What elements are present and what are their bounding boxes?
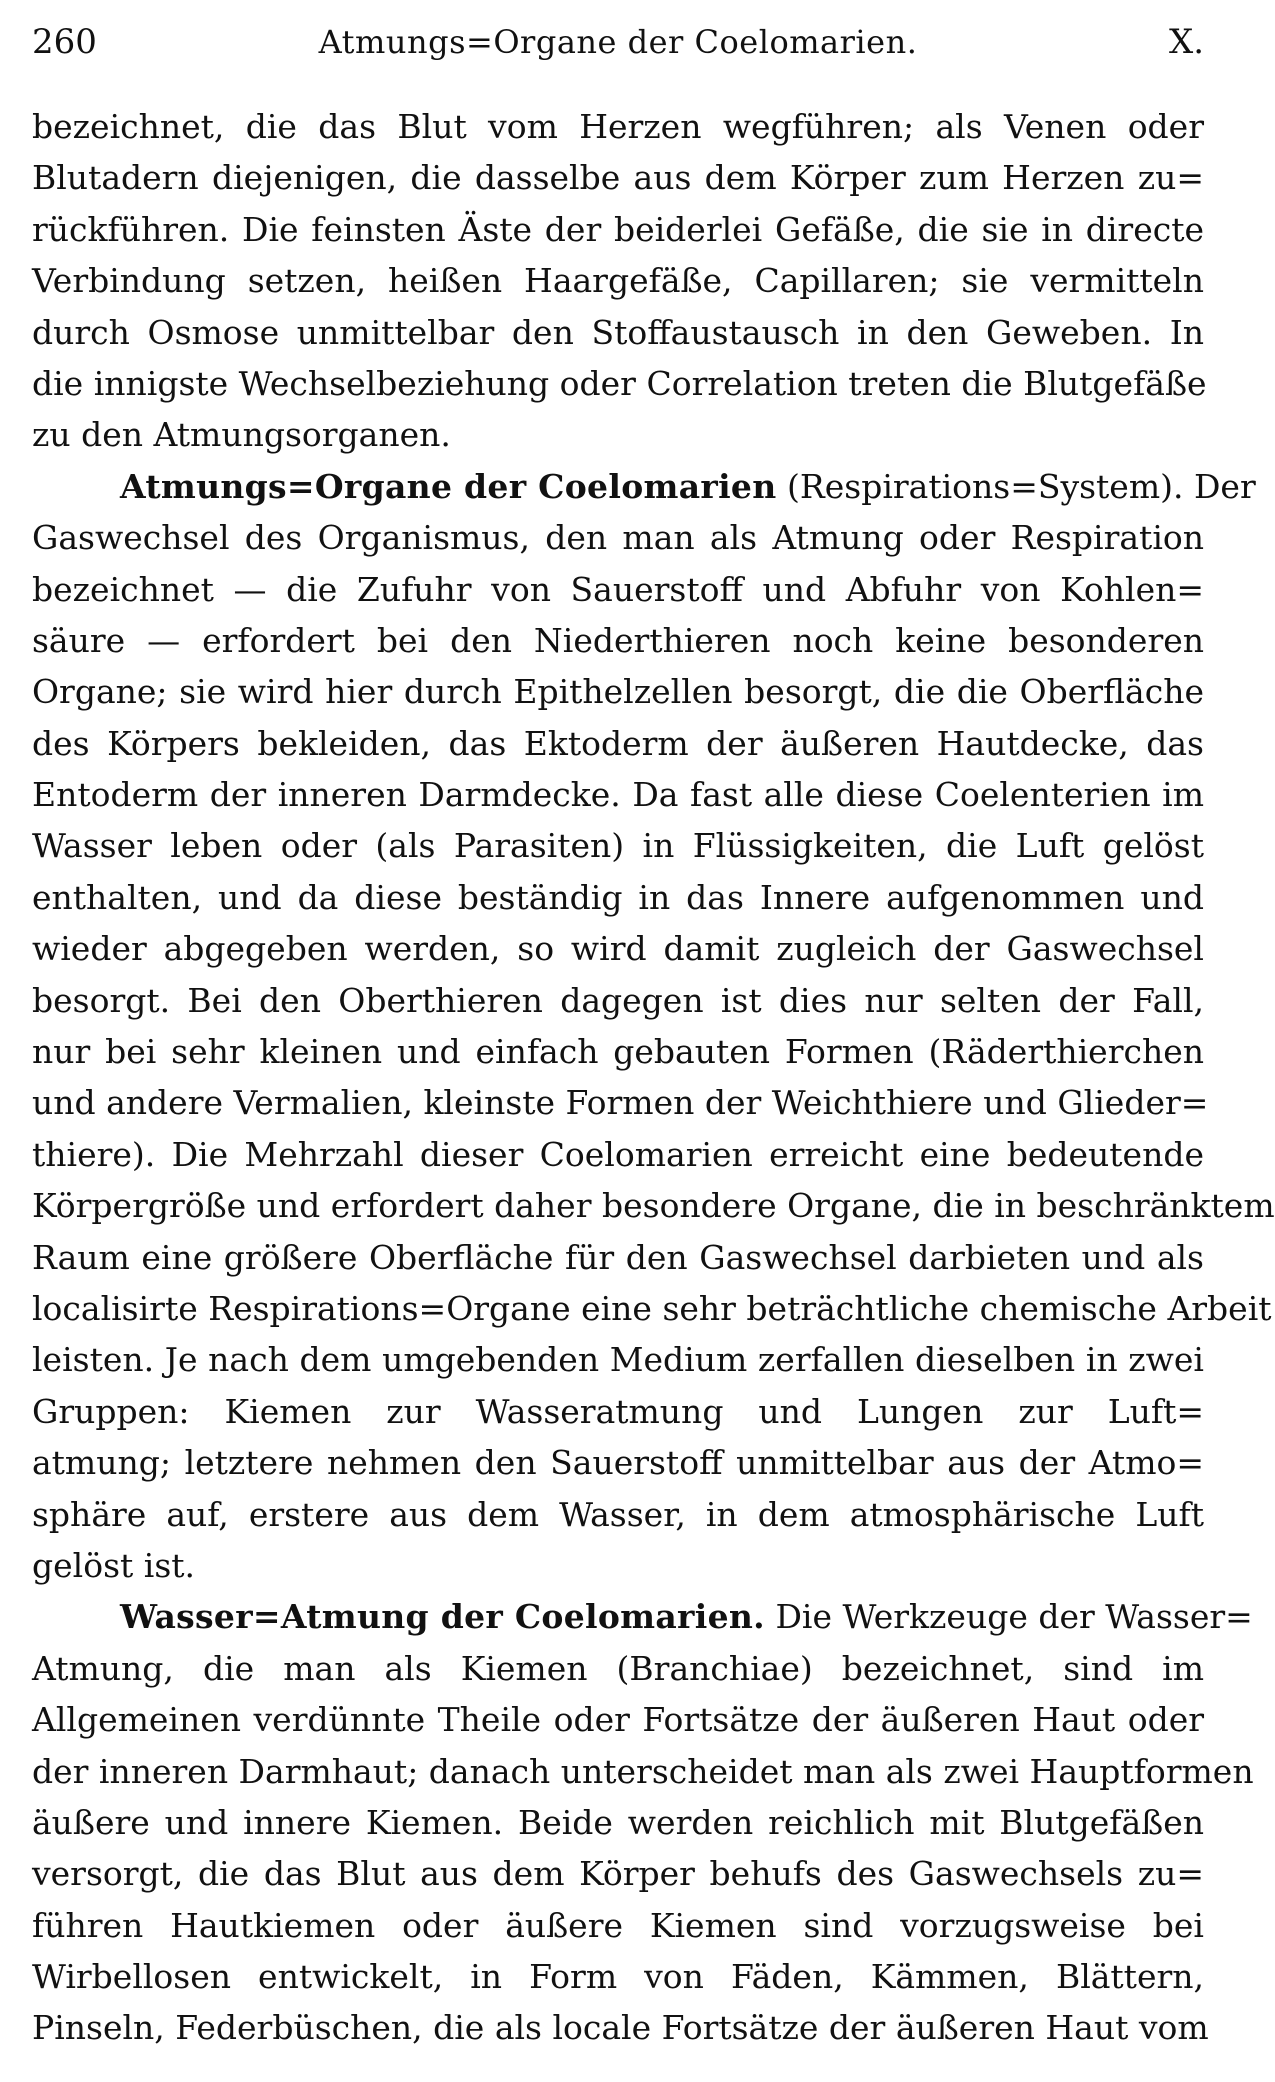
text-line: leisten. Je nach dem umgebenden Medium zerfallen dieselben in zwei (32, 1340, 1204, 1380)
body-text (32, 101, 1275, 2054)
text-line: Verbindung setzen, heißen Haargefäße, Capillaren; sie vermitteln (32, 261, 1204, 301)
paragraph (32, 461, 1275, 1592)
paragraph (32, 101, 1207, 461)
text-line: Körpergröße und erfordert daher besondere Organe, die in beschränktem (32, 1186, 1275, 1226)
text-line: Gruppen: Kiemen zur Wasseratmung und Lungen zur Luft= (32, 1391, 1204, 1431)
paragraph (32, 1591, 1254, 2054)
text-line: bezeichnet — die Zufuhr von Sauerstoff und Abfuhr von Kohlen= (32, 569, 1204, 609)
text-fragment: Die Werkzeuge der Wasser= (775, 1597, 1253, 1637)
text-line: Wirbellosen entwickelt, in Form von Fäden, Kämmen, Blättern, (32, 1957, 1204, 1997)
text-line (32, 1591, 1253, 1642)
text-line: zu den Atmungsorganen. (32, 415, 451, 455)
text-line: nur bei sehr kleinen und einfach gebauten Formen (Räderthierchen (32, 1032, 1204, 1072)
text-line: säure — erfordert bei den Niederthieren noch keine besonderen (32, 620, 1204, 660)
text-line: rückführen. Die feinsten Äste der beiderlei Gefäße, die sie in directe (32, 209, 1204, 249)
text-line: Atmung, die man als Kiemen (Branchiae) bezeichnet, sind im (32, 1648, 1204, 1688)
paragraph-heading: Atmungs=Organe der Coelomarien (120, 466, 777, 506)
text-line: Entoderm der inneren Darmdecke. Da fast alle diese Coelenterien im (32, 775, 1204, 815)
text-line: die innigste Wechselbeziehung oder Correlation treten die Blutgefäße (32, 363, 1207, 403)
text-line: Pinseln, Federbüschen, die als locale Fortsätze der äußeren Haut vom (32, 2008, 1209, 2048)
text-line: gelöst ist. (32, 1545, 196, 1585)
running-title: Atmungs=Organe der Coelomarien. (318, 23, 918, 61)
chapter-number: X. (1168, 22, 1204, 62)
text-line: äußere und innere Kiemen. Beide werden reichlich mit Blutgefäßen (32, 1802, 1204, 1842)
text-line: und andere Vermalien, kleinste Formen der Weichthiere und Glieder= (32, 1083, 1209, 1123)
text-line: thiere). Die Mehrzahl dieser Coelomarien erreicht eine bedeutende (32, 1134, 1204, 1174)
text-line: führen Hautkiemen oder äußere Kiemen sind vorzugsweise bei (32, 1905, 1204, 1945)
text-line: wieder abgegeben werden, so wird damit zugleich der Gaswechsel (32, 929, 1204, 969)
text-line: atmung; letztere nehmen den Sauerstoff unmittelbar aus der Atmo= (32, 1443, 1204, 1483)
text-line: enthalten, und da diese beständig in das Innere aufgenommen und (32, 877, 1204, 917)
text-line: Wasser leben oder (als Parasiten) in Flüssigkeiten, die Luft gelöst (32, 826, 1204, 866)
text-line: bezeichnet, die das Blut vom Herzen wegführen; als Venen oder (32, 107, 1204, 146)
text-line: sphäre auf, erstere aus dem Wasser, in dem atmosphärische Luft (32, 1494, 1204, 1534)
page-header (32, 18, 1204, 68)
text-line: localisirte Respirations=Organe eine sehr beträchtliche chemische Arbeit (32, 1288, 1272, 1328)
paragraph-heading: Wasser=Atmung der Coelomarien. (120, 1597, 765, 1637)
text-line: Organe; sie wird hier durch Epithelzellen besorgt, die die Oberfläche (32, 672, 1204, 712)
text-line: Gaswechsel des Organismus, den man als Atmung oder Respiration (32, 518, 1204, 558)
text-line: des Körpers bekleiden, das Ektoderm der äußeren Hautdecke, das (32, 723, 1204, 763)
text-line (32, 461, 1256, 512)
text-line: durch Osmose unmittelbar den Stoffaustausch in den Geweben. In (32, 312, 1204, 352)
text-line: Raum eine größere Oberfläche für den Gaswechsel darbieten und als (32, 1237, 1204, 1277)
text-line: der inneren Darmhaut; danach unterscheidet man als zwei Hauptformen (32, 1751, 1254, 1791)
text-fragment: (Respirations=System). Der (787, 466, 1256, 506)
text-line: Blutadern diejenigen, die dasselbe aus dem Körper zum Herzen zu= (32, 158, 1204, 198)
text-line: versorgt, die das Blut aus dem Körper behufs des Gaswechsels zu= (32, 1854, 1204, 1894)
page-number: 260 (32, 22, 97, 62)
text-line: Allgemeinen verdünnte Theile oder Fortsätze der äußeren Haut oder (32, 1700, 1204, 1740)
text-line: besorgt. Bei den Oberthieren dagegen ist dies nur selten der Fall, (32, 980, 1204, 1020)
